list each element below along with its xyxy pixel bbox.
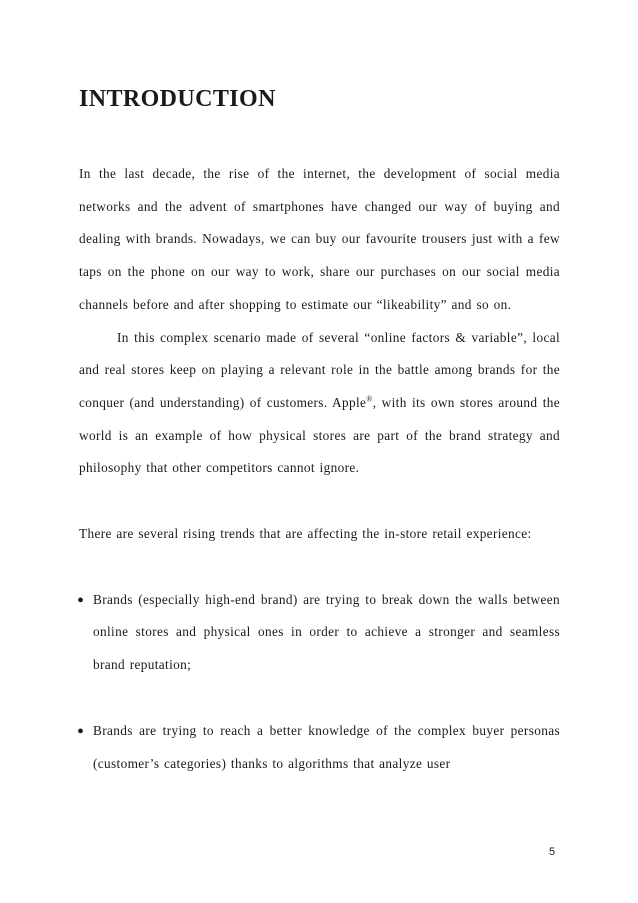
spacer xyxy=(79,485,560,518)
bullet-icon: • xyxy=(77,720,85,743)
paragraph-scenario-text-end: , with its own stores around the world is an example of how physical stores are part of the brand strategy and philosophy that other competitors cannot ignore. xyxy=(79,394,560,476)
list-item-text: Brands (especially high-end brand) are trying to break down the walls between online stores and physical ones in order to achieve a stronger and seamless brand reputation; xyxy=(93,591,560,673)
paragraph-intro: In the last decade, the rise of the internet, the development of social media networks and the advent of smartphones have changed our way of buying and dealing with brands. Nowadays, we can buy our favourite trousers just with a few taps on the phone on our way to work, share our purchases on our social media channels before and after shopping to estimate our “likeability” and so on. xyxy=(79,166,560,312)
body-text xyxy=(79,158,560,780)
page-number: 5 xyxy=(549,846,556,858)
paragraph-trends: There are several rising trends that are affecting the in-store retail experience: xyxy=(79,526,532,542)
list-item xyxy=(79,584,560,682)
spacer xyxy=(79,551,560,584)
list-item xyxy=(79,715,560,780)
page-title: INTRODUCTION xyxy=(79,86,276,112)
bullet-icon: • xyxy=(77,589,85,612)
registered-mark: ® xyxy=(366,394,373,404)
bullet-list xyxy=(79,584,560,781)
paragraph-scenario xyxy=(79,322,560,486)
spacer xyxy=(79,682,560,715)
paragraph-scenario-text: In this complex scenario made of several “online factors & variable”, local and real stores keep on playing a relevant role in the battle among brands for the conquer (and understanding) of customers. Apple xyxy=(79,329,560,410)
list-item-text: Brands are trying to reach a better knowledge of the complex buyer personas (customer’s categories) thanks to algorithms that analyze user xyxy=(93,722,560,771)
